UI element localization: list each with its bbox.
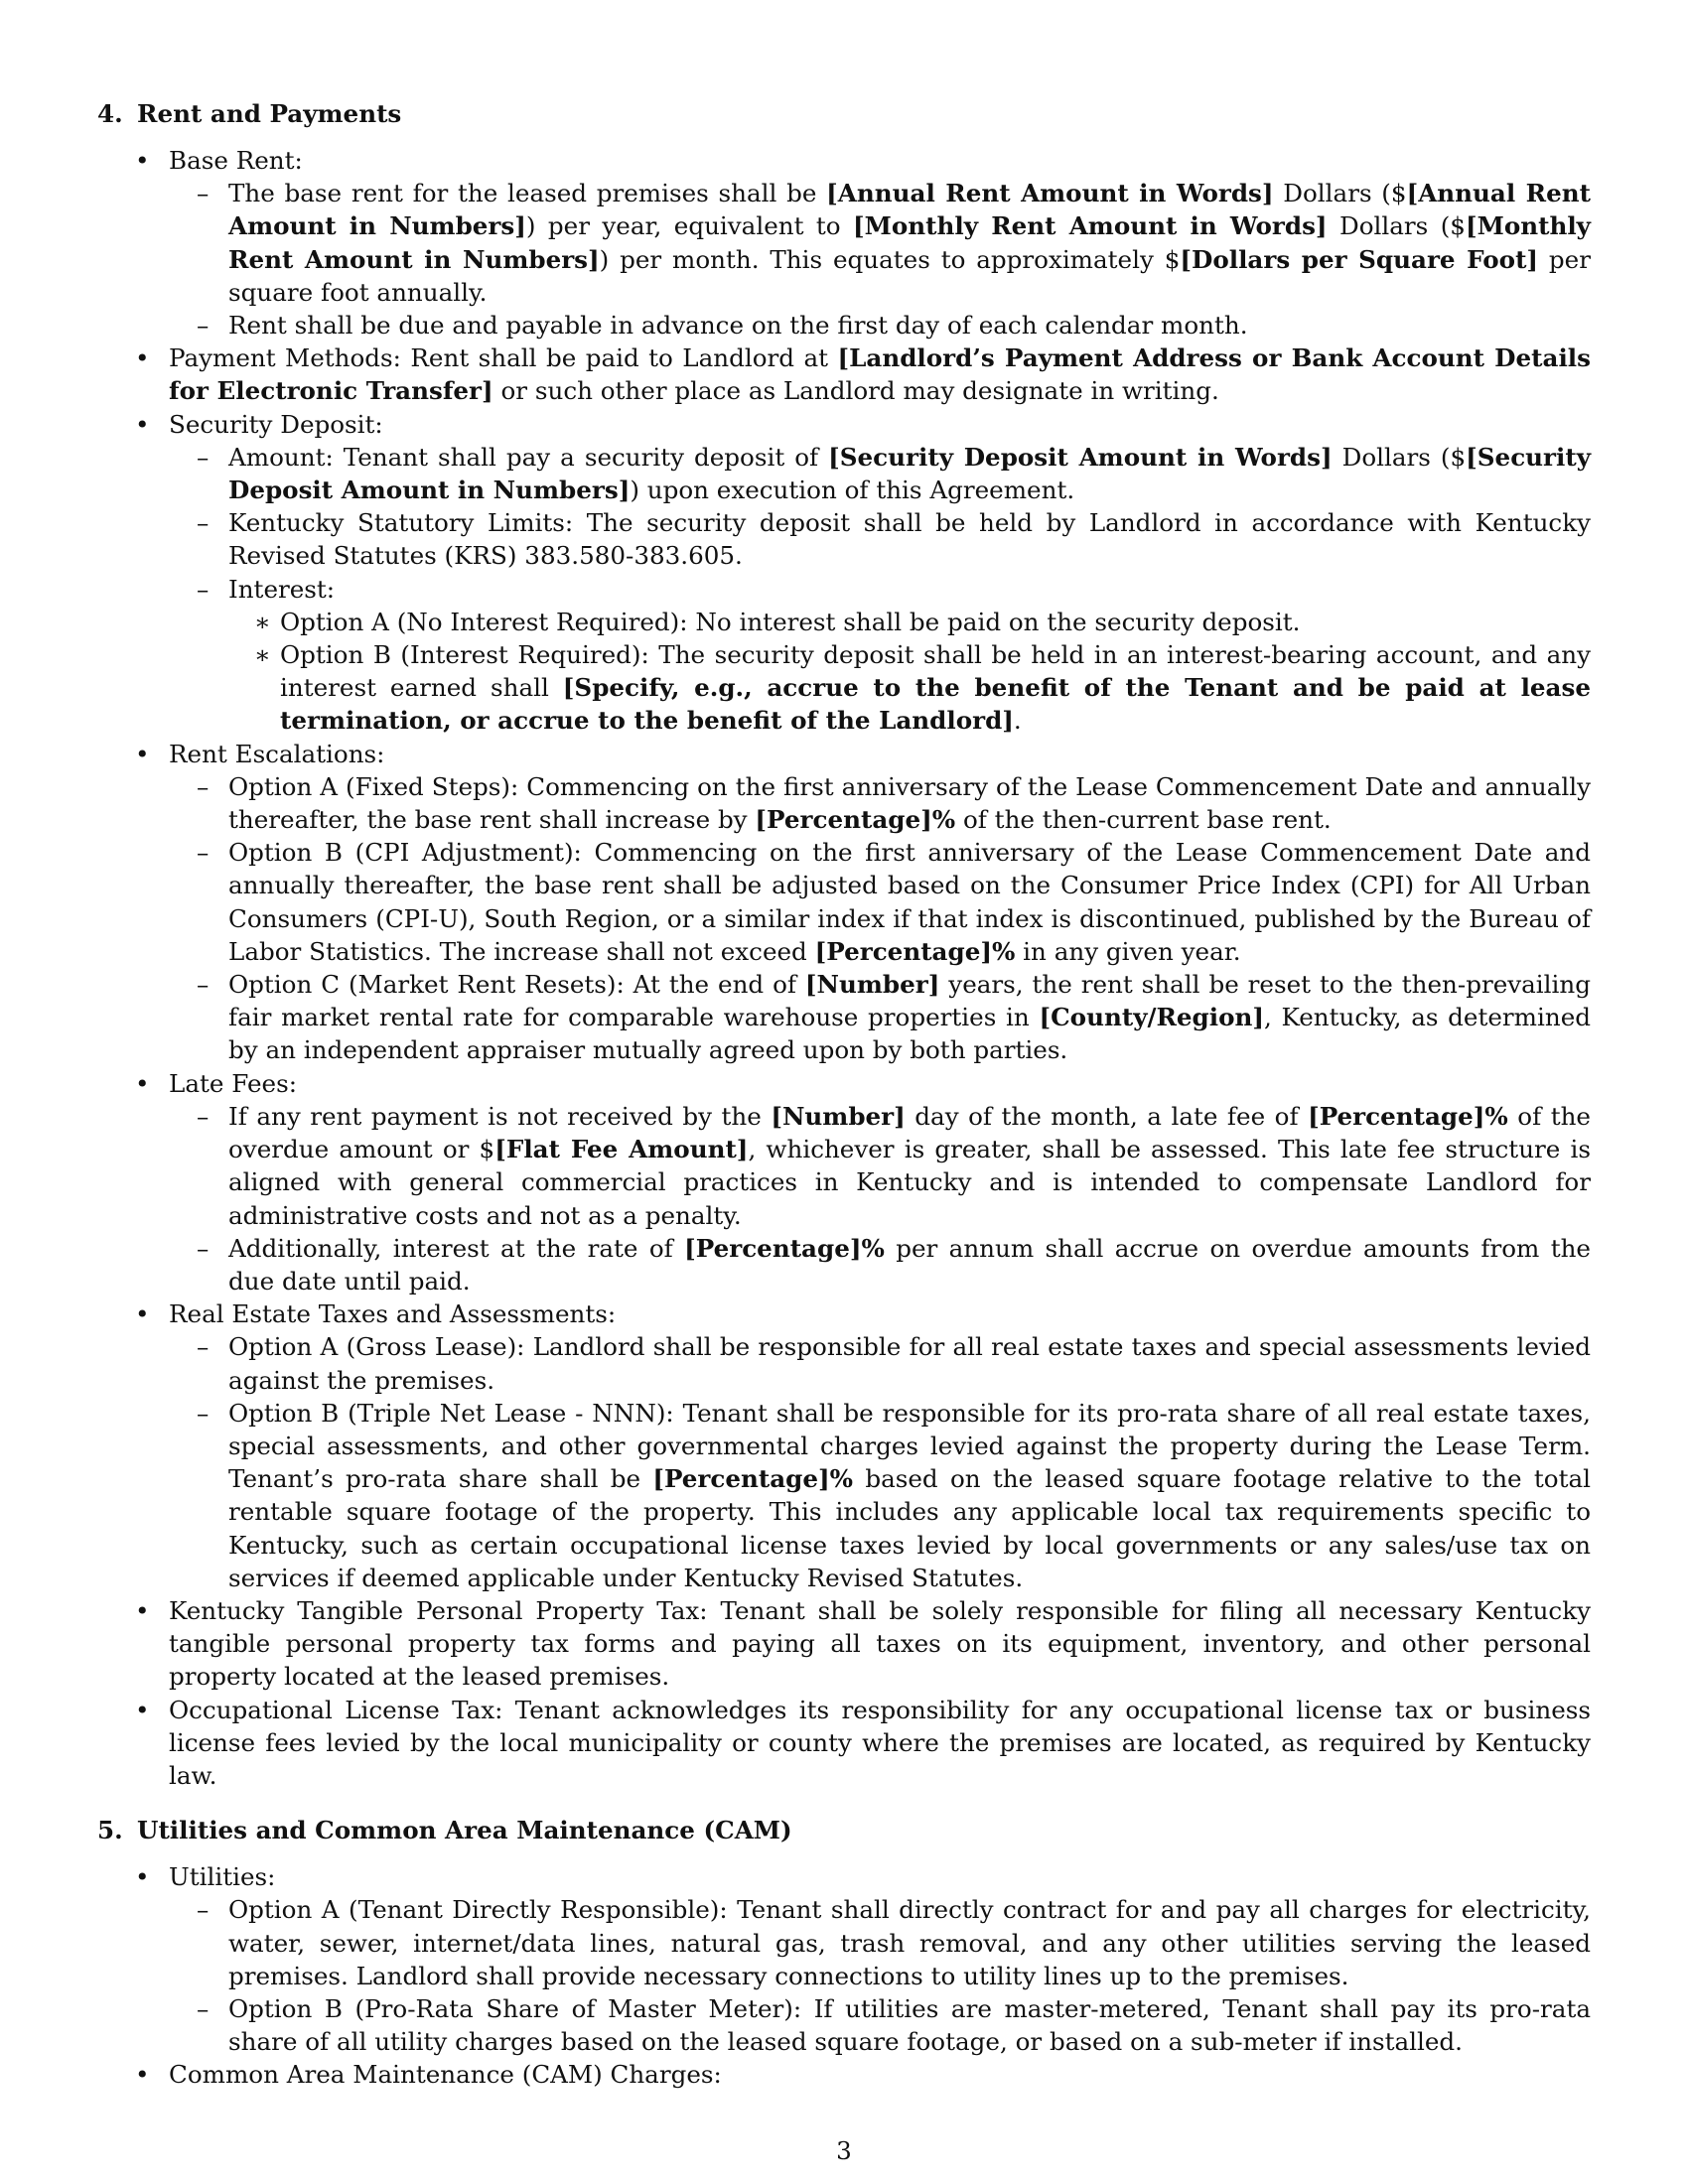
section-4-heading — [97, 97, 1591, 130]
bullet-marker: • — [135, 2060, 150, 2090]
dash-marker: – — [197, 1993, 210, 2023]
section-number: 4. — [97, 99, 123, 128]
list-item — [169, 968, 1591, 1067]
bullet-marker: • — [135, 1068, 150, 1098]
list-item-cam-charges — [97, 2058, 1591, 2091]
section-5-list — [97, 1860, 1591, 2091]
text-run: Dollars ($ — [1327, 211, 1466, 241]
list-item — [169, 1992, 1591, 2058]
bullet-marker: • — [135, 1595, 150, 1625]
text-run: per annum shall accrue on overdue amounts from the due date until paid. — [228, 1233, 1591, 1296]
text-run: Option A (Fixed Steps): Commencing on the first anniversary of the Lease Commencement Date and annually thereafter, the base rent shall increase by — [228, 771, 1591, 835]
text-run: , Kentucky, as determined by an independent appraiser mutually agreed upon by both parties. — [228, 1003, 1591, 1065]
page-number: 3 — [836, 2136, 852, 2165]
placeholder-field: [Security Deposit Amount in Numbers] — [228, 442, 1592, 505]
list-item — [169, 177, 1591, 309]
text-run: The base rent for the leased premises shall be — [228, 179, 827, 208]
dash-marker: – — [197, 442, 210, 472]
list-item-rent-escalations — [97, 738, 1591, 1067]
list-item-security-deposit — [97, 408, 1591, 738]
list-item-tangible-tax — [97, 1594, 1591, 1694]
dash-marker: – — [197, 574, 210, 604]
text-run: . — [1013, 706, 1022, 736]
item-label: Late Fees: — [169, 1068, 297, 1098]
text-run: Option B (Pro-Rata Share of Master Meter): If utilities are master-metered, Tenant shall pay its pro-rata share of all utility charges based on the leased square footage, or based on a sub-meter if installed. — [228, 1993, 1591, 2057]
text-run: per square foot annually. — [228, 244, 1591, 307]
sub-list — [169, 1100, 1591, 1297]
item-label: Utilities: — [169, 1862, 276, 1892]
list-item — [228, 638, 1591, 738]
text-run: Option A (No Interest Required): No interest shall be paid on the security deposit. — [280, 607, 1301, 636]
dash-marker: – — [197, 1895, 210, 1925]
item-label: Interest: — [228, 574, 336, 604]
star-marker: ∗ — [254, 607, 271, 636]
text-run: Payment Methods: Rent shall be paid to Landlord at — [169, 343, 838, 373]
list-item — [169, 1330, 1591, 1396]
bullet-marker: • — [135, 146, 150, 175]
list-item — [169, 441, 1591, 506]
sub-list — [169, 177, 1591, 341]
placeholder-field: [Percentage]% — [1308, 1101, 1508, 1131]
placeholder-field: [Percentage]% — [684, 1233, 885, 1263]
sub-list — [169, 441, 1591, 738]
bullet-marker: • — [135, 1299, 150, 1329]
text-run: ) per month. This equates to approximately $ — [599, 244, 1181, 274]
dash-marker: – — [197, 508, 210, 538]
list-item — [169, 309, 1591, 341]
text-run: day of the month, a late fee of — [905, 1101, 1309, 1131]
placeholder-field: [Percentage]% — [652, 1464, 854, 1494]
section-number: 5. — [97, 1816, 123, 1845]
text-run: Amount: Tenant shall pay a security deposit of — [228, 442, 829, 472]
dash-marker: – — [197, 1233, 210, 1263]
placeholder-field: [Specify, e.g., accrue to the benefit of the Tenant and be paid at lease termination, or accrue to the benefit of the Landlord] — [280, 673, 1591, 736]
placeholder-field: [Number] — [771, 1101, 906, 1131]
list-item — [228, 606, 1591, 638]
text-run: Option B (CPI Adjustment): Commencing on the first anniversary of the Lease Commencement Date and annually thereafter, the base rent shall be adjusted based on the Consumer Price Index (CPI) for All Urban Consumers (CPI-U), South Region, or a similar index if that index is discontinued, published by the Bureau of Labor Statistics. The increase shall not exceed — [228, 838, 1591, 966]
placeholder-field: [Monthly Rent Amount in Numbers] — [228, 211, 1591, 274]
text-run: If any rent payment is not received by the — [228, 1101, 772, 1131]
bullet-marker: • — [135, 343, 150, 373]
text-run: ) upon execution of this Agreement. — [630, 476, 1075, 505]
bullet-marker: • — [135, 409, 150, 439]
list-item — [169, 1397, 1591, 1594]
section-4-list — [97, 144, 1591, 1792]
text-run: Option A (Gross Lease): Landlord shall be responsible for all real estate taxes and special assessments levied against the premises. — [228, 1332, 1591, 1395]
text-run: Occupational License Tax: Tenant acknowledges its responsibility for any occupational license tax or business license fees levied by the local municipality or county where the premises are located, as required by Kentucky law. — [169, 1695, 1591, 1790]
dash-marker: – — [197, 179, 210, 208]
dash-marker: – — [197, 771, 210, 801]
text-run: ) per year, equivalent to — [525, 211, 854, 241]
star-marker: ∗ — [254, 640, 271, 670]
placeholder-field: [Percentage]% — [814, 936, 1016, 966]
placeholder-field: [Flat Fee Amount] — [494, 1135, 749, 1164]
list-item — [169, 1100, 1591, 1232]
bullet-marker: • — [135, 1695, 150, 1724]
placeholder-field: [Annual Rent Amount in Words] — [826, 179, 1274, 208]
dash-marker: – — [197, 970, 210, 1000]
text-run: of the overdue amount or $ — [228, 1101, 1591, 1164]
text-run: Dollars ($ — [1332, 442, 1467, 472]
placeholder-field: [Annual Rent Amount in Numbers] — [228, 179, 1592, 241]
dash-marker: – — [197, 311, 210, 341]
sub-list — [169, 1330, 1591, 1594]
text-run: Additionally, interest at the rate of — [228, 1233, 685, 1263]
list-item — [169, 506, 1591, 572]
placeholder-field: [County/Region] — [1039, 1003, 1265, 1032]
document-page — [97, 97, 1591, 2122]
text-run: based on the leased square footage relative to the total rentable square footage of the property. This includes any applicable local tax requirements specific to Kentucky, such as certain occupational license taxes levied by local governments or any sales/use tax on services if deemed applicable under Kentucky Revised Statutes. — [228, 1464, 1591, 1592]
list-item — [169, 836, 1591, 968]
text-run: in any given year. — [1015, 936, 1241, 966]
bullet-marker: • — [135, 1862, 150, 1892]
text-run: Option B (Interest Required): The security deposit shall be held in an interest-bearing account, and any interest earned shall — [280, 640, 1591, 703]
list-item-payment-methods — [97, 341, 1591, 407]
section-title: Rent and Payments — [137, 99, 402, 128]
text-run: or such other place as Landlord may designate in writing. — [492, 376, 1219, 406]
placeholder-field: [Security Deposit Amount in Words] — [828, 442, 1333, 472]
list-item — [169, 1232, 1591, 1297]
list-item — [169, 770, 1591, 836]
text-run: , whichever is greater, shall be assessed. This late fee structure is aligned with general commercial practices in Kentucky and is intended to compensate Landlord for administrative costs and not as a penalty. — [228, 1135, 1591, 1230]
sub-list — [169, 1893, 1591, 2058]
text-run: Kentucky Statutory Limits: The security deposit shall be held by Landlord in accordance with Kentucky Revised Statutes (KRS) 383.580-383.605. — [228, 508, 1591, 571]
text-run: Kentucky Tangible Personal Property Tax: Tenant shall be solely responsible for filing all necessary Kentucky tangible personal property tax forms and paying all taxes on its equipment, inventory, and other personal property located at the leased premises. — [169, 1595, 1591, 1692]
item-label: Common Area Maintenance (CAM) Charges: — [169, 2060, 722, 2090]
text-run: Rent shall be due and payable in advance on the first day of each calendar month. — [228, 311, 1248, 341]
placeholder-field: [Percentage]% — [755, 805, 956, 835]
item-label: Base Rent: — [169, 146, 303, 175]
list-item-base-rent — [97, 144, 1591, 341]
item-label: Rent Escalations: — [169, 739, 385, 768]
text-run: Option A (Tenant Directly Responsible): Tenant shall directly contract for and pay all charges for electricity, water, sewer, internet/data lines, natural gas, trash removal, and any other utilities serving the leased premises. Landlord shall provide necessary connections to utility lines up to the premises. — [228, 1895, 1591, 1990]
bullet-marker: • — [135, 739, 150, 768]
dash-marker: – — [197, 1398, 210, 1428]
placeholder-field: [Monthly Rent Amount in Words] — [853, 211, 1328, 241]
text-run: years, the rent shall be reset to the then-prevailing fair market rental rate for comparable warehouse properties in — [228, 970, 1591, 1032]
list-item-occupational-tax — [97, 1694, 1591, 1793]
placeholder-field: [Landlord’s Payment Address or Bank Account Details for Electronic Transfer] — [169, 343, 1591, 406]
section-5-heading — [97, 1814, 1591, 1846]
text-run: Option B (Triple Net Lease - NNN): Tenant shall be responsible for its pro-rata share of all real estate taxes, special assessments, and other governmental charges levied against the property during the Lease Term. Tenant’s pro-rata share shall be — [228, 1398, 1591, 1494]
list-item — [169, 573, 1591, 738]
list-item-real-estate-taxes — [97, 1297, 1591, 1594]
item-label: Security Deposit: — [169, 409, 383, 439]
item-label: Real Estate Taxes and Assessments: — [169, 1299, 617, 1329]
list-item — [169, 1893, 1591, 1992]
text-run: Option C (Market Rent Resets): At the end of — [228, 970, 805, 1000]
sub-sub-list — [228, 606, 1591, 738]
sub-list — [169, 770, 1591, 1067]
list-item-utilities — [97, 1860, 1591, 2058]
text-run: Dollars ($ — [1273, 179, 1407, 208]
text-run: of the then-current base rent. — [955, 805, 1332, 835]
dash-marker: – — [197, 1332, 210, 1362]
dash-marker: – — [197, 838, 210, 868]
placeholder-field: [Dollars per Square Foot] — [1180, 244, 1539, 274]
dash-marker: – — [197, 1101, 210, 1131]
list-item-late-fees — [97, 1067, 1591, 1297]
placeholder-field: [Number] — [804, 970, 940, 1000]
section-title: Utilities and Common Area Maintenance (CAM) — [137, 1816, 792, 1845]
